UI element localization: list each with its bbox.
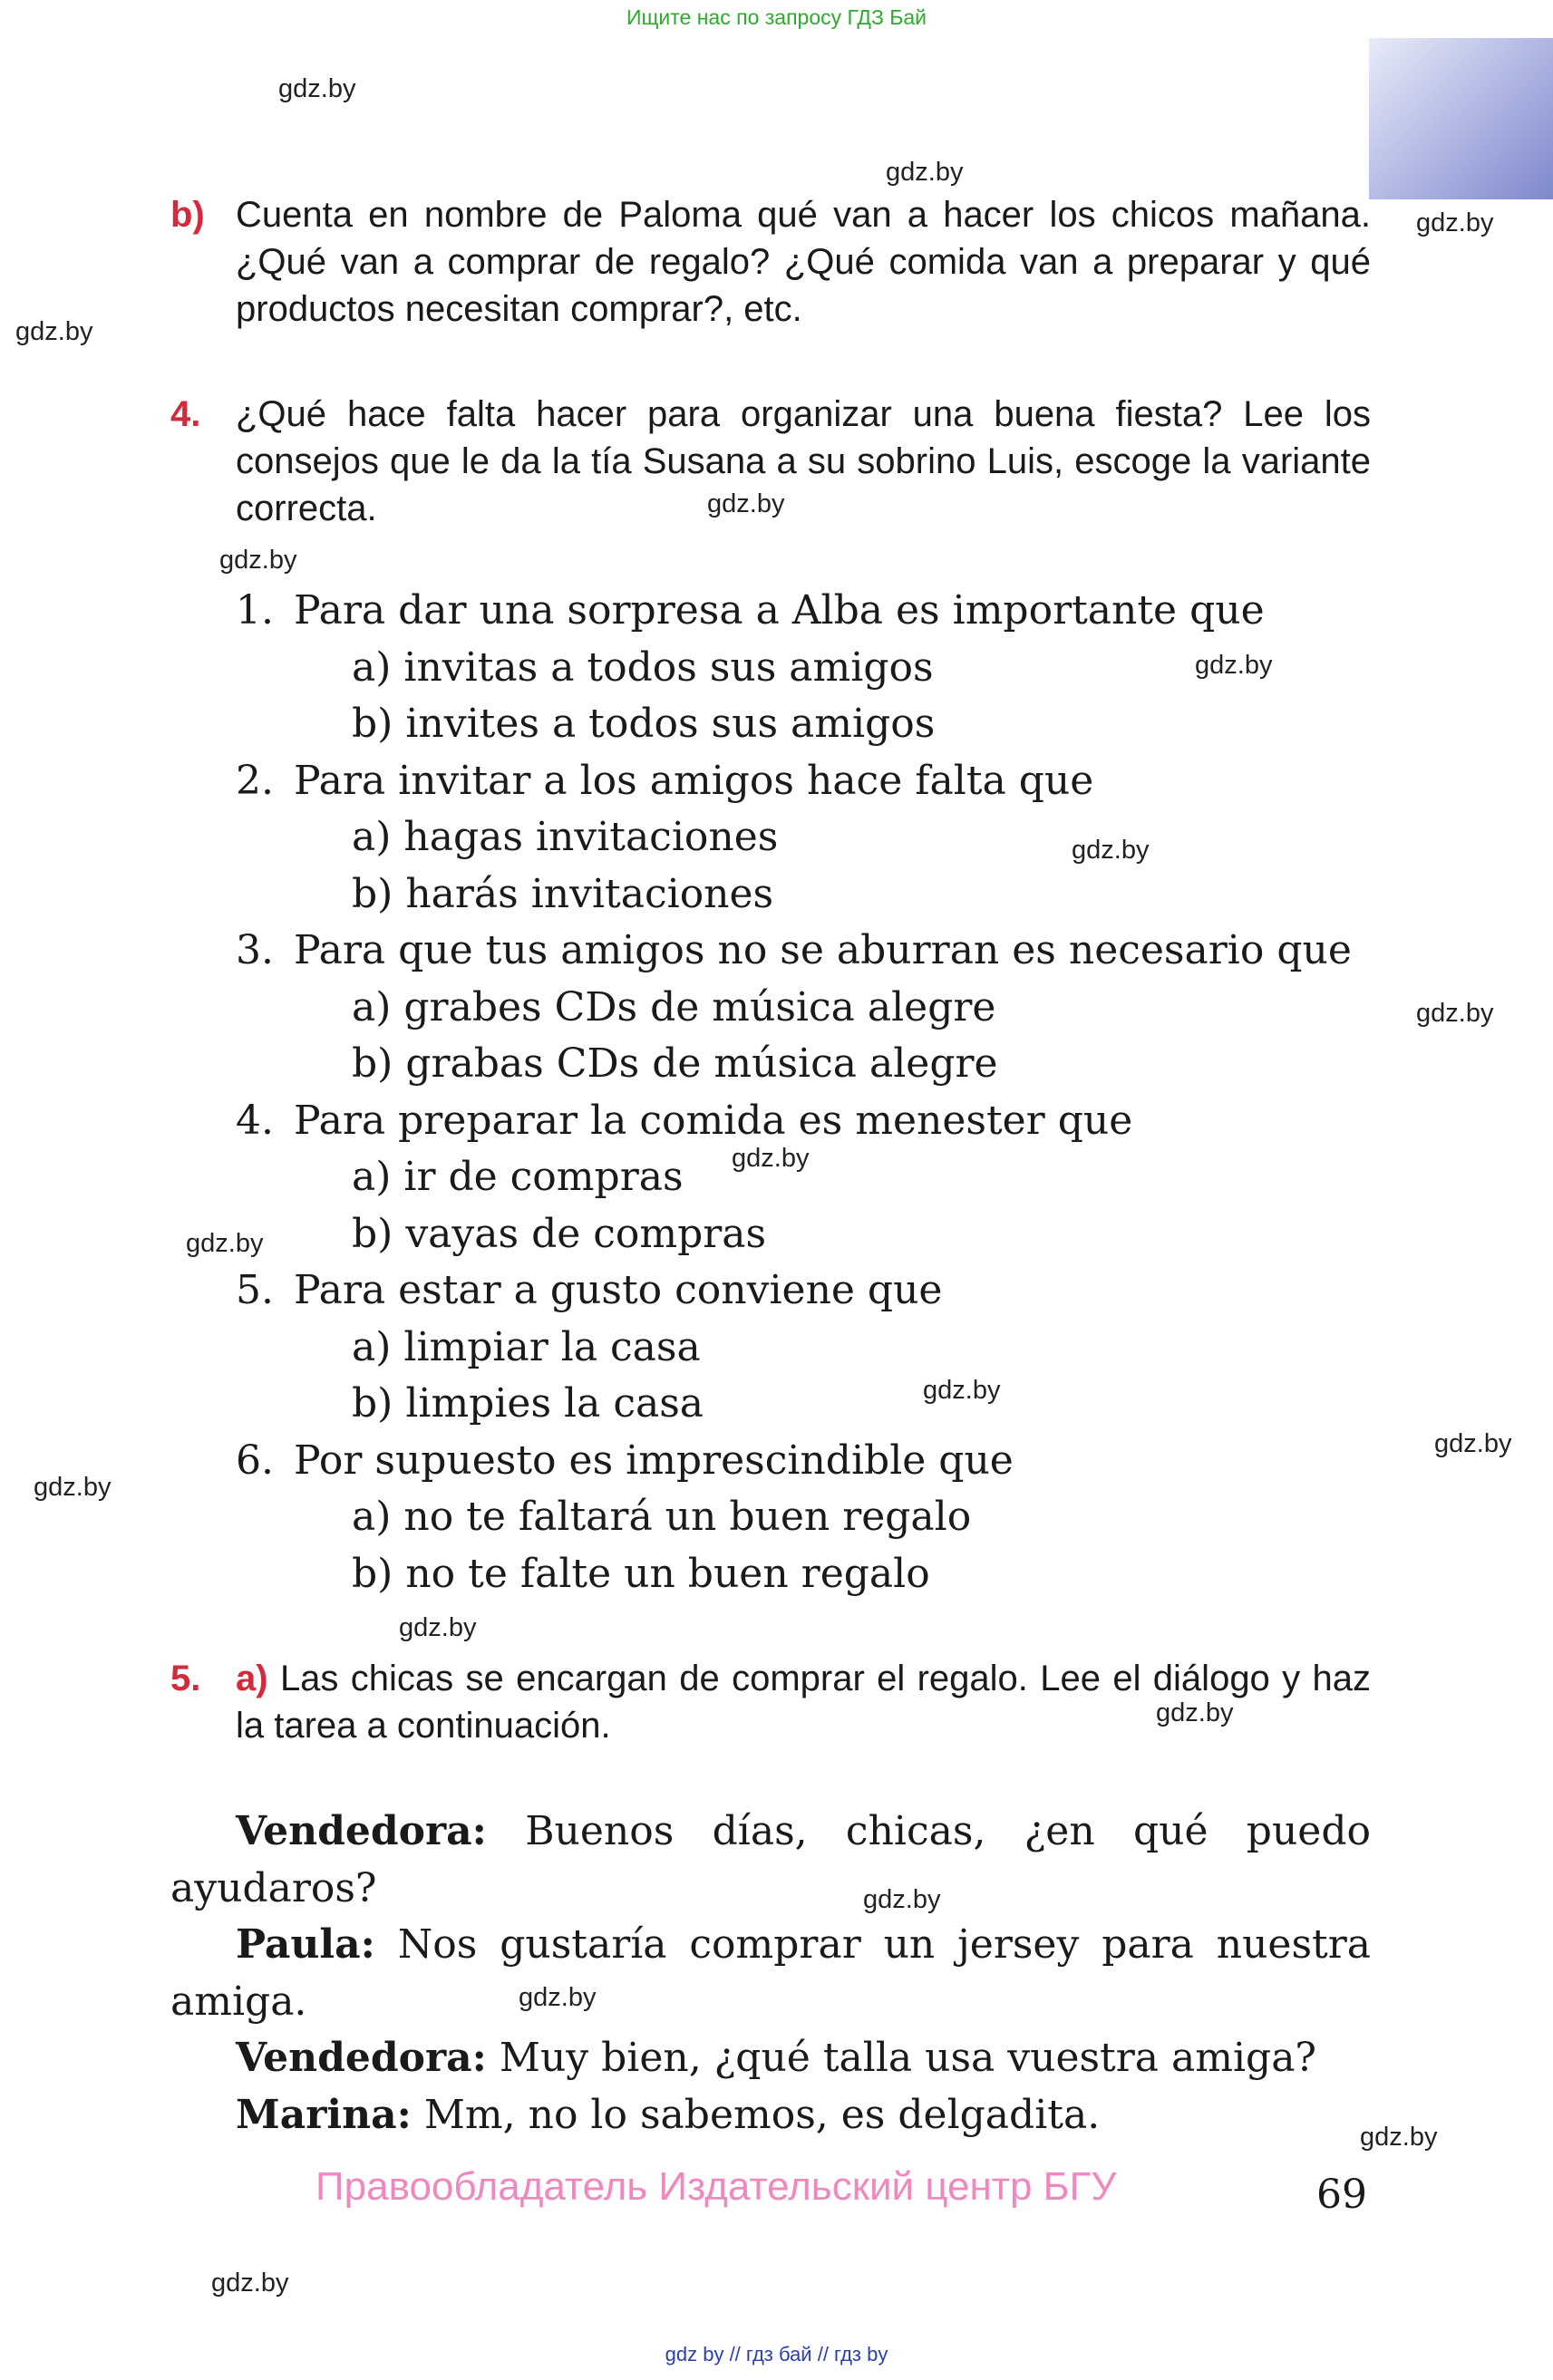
question-text: Para preparar la comida es menester que	[294, 1097, 1133, 1144]
option-b: b) vayas de compras	[352, 1210, 767, 1257]
question-number: 3.	[236, 927, 274, 973]
option-a: a) hagas invitaciones	[352, 814, 779, 860]
question-text: Para dar una sorpresa a Alba es importante que	[294, 587, 1265, 634]
question-number: 6.	[236, 1437, 274, 1484]
dialogue-line	[170, 2030, 1371, 2087]
question-item	[236, 583, 1378, 753]
watermark: gdz.by	[519, 1983, 597, 2012]
dialogue-line	[170, 1917, 1371, 2030]
watermark: gdz.by	[1416, 999, 1494, 1028]
question-item	[236, 1433, 1378, 1603]
watermark: gdz.by	[186, 1229, 264, 1258]
question-text: Para invitar a los amigos hace falta que	[294, 757, 1094, 804]
dialogue-text: Muy bien, ¿qué talla usa vuestra amiga?	[499, 2035, 1317, 2081]
exercise-4-number: 4.	[170, 394, 201, 434]
page-number: 69	[1316, 2172, 1367, 2218]
watermark: gdz.by	[1360, 2123, 1438, 2152]
watermark: gdz.by	[707, 489, 785, 518]
option-b: b) limpies la casa	[352, 1380, 704, 1427]
question-item	[236, 1093, 1378, 1263]
exercise-5a-label: a)	[236, 1659, 268, 1698]
question-item	[236, 923, 1378, 1093]
dialogue-text: Nos gustaría comprar un jersey para nuestra amiga.	[170, 1921, 1371, 2025]
option-a: a) grabes CDs de música alegre	[352, 983, 996, 1030]
question-number: 2.	[236, 757, 274, 804]
watermark: gdz.by	[34, 1473, 112, 1502]
dialogue	[170, 1804, 1371, 2143]
watermark: gdz.by	[1434, 1429, 1512, 1458]
question-text: Para que tus amigos no se aburran es necesario que	[294, 927, 1352, 973]
exercise-4	[170, 391, 1371, 532]
watermark: gdz.by	[886, 158, 964, 187]
watermark: gdz.by	[15, 317, 93, 346]
option-a: a) limpiar la casa	[352, 1323, 701, 1370]
watermark: gdz.by	[1156, 1698, 1234, 1727]
watermark: gdz.by	[923, 1376, 1001, 1405]
dialogue-line	[170, 1804, 1371, 1917]
question-number: 1.	[236, 587, 274, 634]
speaker-name: Vendedora:	[236, 2035, 487, 2081]
speaker-name: Vendedora:	[236, 1808, 487, 1854]
watermark: gdz.by	[732, 1144, 810, 1173]
option-b: b) harás invitaciones	[352, 870, 774, 917]
watermark: gdz.by	[399, 1613, 477, 1642]
speaker-name: Paula:	[236, 1921, 375, 1968]
dialogue-text: Buenos días, chicas, ¿en qué puedo ayudaros?	[170, 1808, 1371, 1911]
corner-decoration	[1369, 38, 1553, 199]
option-b: b) invites a todos sus amigos	[352, 701, 936, 747]
watermark: gdz.by	[219, 546, 297, 575]
option-b: b) grabas CDs de música alegre	[352, 1040, 998, 1087]
exercise-5a-text: Las chicas se encargan de comprar el regalo. Lee el diálogo y haz la tarea a continuación.	[236, 1659, 1371, 1746]
question-text: Para estar a gusto conviene que	[294, 1267, 943, 1313]
question-item	[236, 1263, 1378, 1433]
exercise-3b	[170, 191, 1371, 333]
watermark: gdz.by	[863, 1885, 941, 1914]
question-item	[236, 753, 1378, 924]
speaker-name: Marina:	[236, 2091, 412, 2138]
exercise-4-text: ¿Qué hace falta hacer para organizar una buena fiesta? Lee los consejos que le da la tía Susana a su sobrino Luis, escoge la variante correcta.	[236, 394, 1371, 528]
option-a: a) ir de compras	[352, 1154, 684, 1200]
option-b: b) no te falte un buen regalo	[352, 1550, 930, 1597]
dialogue-text: Mm, no lo sabemos, es delgadita.	[423, 2091, 1101, 2138]
question-number: 5.	[236, 1267, 274, 1313]
watermark: gdz.by	[1416, 208, 1494, 237]
header-notice: Ищите нас по запросу ГДЗ Бай	[626, 5, 927, 29]
exercise-3b-label: b)	[170, 195, 205, 235]
option-a: a) invitas a todos sus amigos	[352, 643, 934, 691]
dialogue-line	[170, 2087, 1371, 2144]
question-text: Por supuesto es imprescindible que	[294, 1437, 1014, 1484]
exercise-3b-text: Cuenta en nombre de Paloma qué van a hacer los chicos mañana. ¿Qué van a comprar de regalo? ¿Qué comida van a preparar y qué productos necesitan comprar?, etc.	[236, 195, 1371, 329]
watermark: gdz.by	[1195, 651, 1273, 680]
footer-links[interactable]: gdz by // гдз бай // гдз by	[665, 2343, 888, 2365]
option-a: a) no te faltará un buen regalo	[352, 1494, 972, 1540]
watermark: gdz.by	[1072, 836, 1150, 865]
copyright-owner: Правообладатель Издательский центр БГУ	[315, 2164, 1117, 2209]
watermark: gdz.by	[278, 74, 356, 103]
exercise-5a	[170, 1655, 1371, 1749]
exercise-5-number: 5.	[170, 1659, 201, 1698]
question-number: 4.	[236, 1097, 274, 1144]
exercise-4-list	[236, 583, 1378, 1602]
watermark: gdz.by	[211, 2269, 289, 2298]
